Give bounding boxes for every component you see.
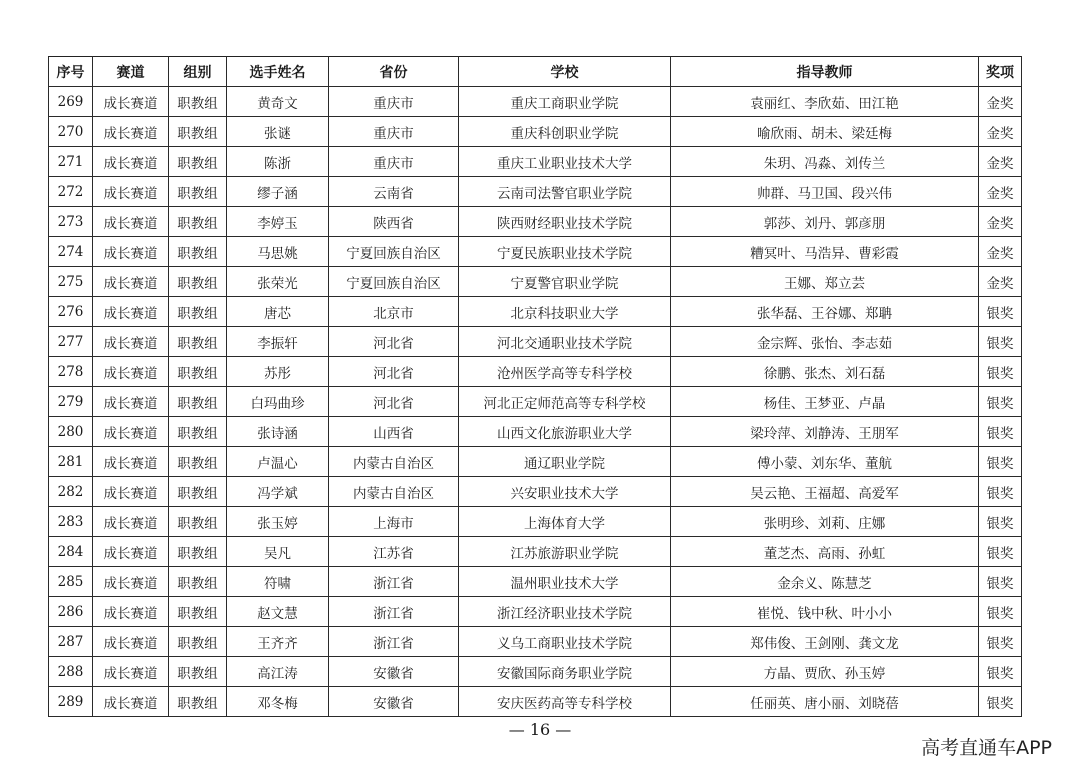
table-row [49,657,1022,687]
table-row [49,447,1022,477]
page-number: — 16 — [508,720,572,739]
cell-province: 宁夏回族自治区 [329,267,459,297]
cell-advisors: 杨佳、王梦亚、卢晶 [671,387,979,417]
cell-award: 银奖 [979,477,1022,507]
cell-group: 职教组 [169,207,227,237]
cell-group: 职教组 [169,87,227,117]
cell-advisors: 张明珍、刘莉、庄娜 [671,507,979,537]
cell-contestant: 冯学斌 [227,477,329,507]
cell-advisors: 金余义、陈慧芝 [671,567,979,597]
cell-school: 宁夏警官职业学院 [459,267,671,297]
cell-index: 275 [49,267,93,297]
cell-contestant: 王齐齐 [227,627,329,657]
cell-group: 职教组 [169,657,227,687]
cell-track: 成长赛道 [93,237,169,267]
table-row [49,327,1022,357]
cell-group: 职教组 [169,387,227,417]
cell-contestant: 陈浙 [227,147,329,177]
cell-school: 兴安职业技术大学 [459,477,671,507]
cell-group: 职教组 [169,507,227,537]
cell-province: 山西省 [329,417,459,447]
cell-award: 金奖 [979,237,1022,267]
table-row [49,297,1022,327]
header-track: 赛道 [93,57,169,87]
cell-province: 浙江省 [329,567,459,597]
cell-province: 北京市 [329,297,459,327]
cell-award: 金奖 [979,177,1022,207]
cell-track: 成长赛道 [93,387,169,417]
cell-province: 安徽省 [329,657,459,687]
cell-index: 277 [49,327,93,357]
cell-track: 成长赛道 [93,507,169,537]
cell-index: 276 [49,297,93,327]
cell-province: 宁夏回族自治区 [329,237,459,267]
cell-award: 金奖 [979,147,1022,177]
cell-index: 285 [49,567,93,597]
cell-contestant: 黄奇文 [227,87,329,117]
cell-contestant: 赵文慧 [227,597,329,627]
cell-index: 278 [49,357,93,387]
table-row [49,597,1022,627]
cell-group: 职教组 [169,267,227,297]
cell-province: 浙江省 [329,627,459,657]
cell-track: 成长赛道 [93,627,169,657]
header-award: 奖项 [979,57,1022,87]
cell-award: 银奖 [979,597,1022,627]
cell-province: 河北省 [329,357,459,387]
cell-school: 重庆工商职业学院 [459,87,671,117]
cell-advisors: 董芝杰、高雨、孙虹 [671,537,979,567]
cell-index: 288 [49,657,93,687]
cell-index: 282 [49,477,93,507]
cell-school: 河北交通职业技术学院 [459,327,671,357]
cell-contestant: 邓冬梅 [227,687,329,717]
cell-award: 金奖 [979,267,1022,297]
cell-group: 职教组 [169,447,227,477]
cell-group: 职教组 [169,477,227,507]
cell-track: 成长赛道 [93,687,169,717]
table-row [49,417,1022,447]
header-school: 学校 [459,57,671,87]
cell-award: 银奖 [979,507,1022,537]
cell-award: 银奖 [979,657,1022,687]
cell-group: 职教组 [169,237,227,267]
cell-group: 职教组 [169,117,227,147]
cell-contestant: 白玛曲珍 [227,387,329,417]
cell-track: 成长赛道 [93,357,169,387]
table-row [49,177,1022,207]
cell-province: 上海市 [329,507,459,537]
cell-track: 成长赛道 [93,657,169,687]
cell-advisors: 郭莎、刘丹、郭彦朋 [671,207,979,237]
cell-track: 成长赛道 [93,87,169,117]
cell-group: 职教组 [169,567,227,597]
cell-contestant: 李婷玉 [227,207,329,237]
cell-school: 云南司法警官职业学院 [459,177,671,207]
cell-track: 成长赛道 [93,537,169,567]
cell-track: 成长赛道 [93,447,169,477]
cell-school: 河北正定师范高等专科学校 [459,387,671,417]
cell-province: 陕西省 [329,207,459,237]
cell-school: 安徽国际商务职业学院 [459,657,671,687]
cell-school: 山西文化旅游职业大学 [459,417,671,447]
cell-index: 273 [49,207,93,237]
header-advisors: 指导教师 [671,57,979,87]
cell-advisors: 喻欣雨、胡未、梁廷梅 [671,117,979,147]
cell-track: 成长赛道 [93,207,169,237]
cell-index: 274 [49,237,93,267]
cell-index: 287 [49,627,93,657]
cell-contestant: 李振轩 [227,327,329,357]
cell-advisors: 金宗辉、张怡、李志茹 [671,327,979,357]
cell-advisors: 方晶、贾欣、孙玉婷 [671,657,979,687]
cell-school: 温州职业技术大学 [459,567,671,597]
cell-advisors: 糟冥叶、马浩异、曹彩霞 [671,237,979,267]
cell-track: 成长赛道 [93,267,169,297]
cell-province: 云南省 [329,177,459,207]
cell-award: 银奖 [979,297,1022,327]
cell-award: 金奖 [979,117,1022,147]
table-row [49,267,1022,297]
header-province: 省份 [329,57,459,87]
cell-index: 286 [49,597,93,627]
cell-index: 271 [49,147,93,177]
cell-contestant: 缪子涵 [227,177,329,207]
cell-award: 银奖 [979,687,1022,717]
cell-province: 重庆市 [329,117,459,147]
cell-index: 281 [49,447,93,477]
table-row [49,507,1022,537]
cell-school: 义乌工商职业技术学院 [459,627,671,657]
cell-index: 284 [49,537,93,567]
cell-school: 通辽职业学院 [459,447,671,477]
cell-province: 安徽省 [329,687,459,717]
header-index: 序号 [49,57,93,87]
cell-track: 成长赛道 [93,327,169,357]
cell-index: 283 [49,507,93,537]
table-row [49,87,1022,117]
cell-track: 成长赛道 [93,177,169,207]
cell-school: 安庆医药高等专科学校 [459,687,671,717]
cell-school: 沧州医学高等专科学校 [459,357,671,387]
table-row [49,537,1022,567]
cell-school: 北京科技职业大学 [459,297,671,327]
cell-index: 279 [49,387,93,417]
cell-track: 成长赛道 [93,477,169,507]
cell-school: 重庆科创职业学院 [459,117,671,147]
cell-contestant: 卢温心 [227,447,329,477]
cell-award: 银奖 [979,327,1022,357]
cell-group: 职教组 [169,627,227,657]
cell-track: 成长赛道 [93,117,169,147]
cell-award: 银奖 [979,627,1022,657]
cell-award: 银奖 [979,537,1022,567]
cell-contestant: 符啸 [227,567,329,597]
cell-group: 职教组 [169,297,227,327]
cell-advisors: 任丽英、唐小丽、刘晓蓓 [671,687,979,717]
cell-school: 上海体育大学 [459,507,671,537]
cell-group: 职教组 [169,687,227,717]
cell-advisors: 袁丽红、李欣茹、田江艳 [671,87,979,117]
cell-advisors: 朱玥、冯淼、刘传兰 [671,147,979,177]
cell-province: 重庆市 [329,147,459,177]
cell-province: 内蒙古自治区 [329,447,459,477]
cell-track: 成长赛道 [93,147,169,177]
cell-contestant: 唐芯 [227,297,329,327]
cell-advisors: 梁玲萍、刘静涛、王朋军 [671,417,979,447]
cell-contestant: 张诗涵 [227,417,329,447]
cell-group: 职教组 [169,357,227,387]
cell-group: 职教组 [169,417,227,447]
table-row [49,687,1022,717]
cell-province: 河北省 [329,327,459,357]
cell-award: 金奖 [979,207,1022,237]
table-row [49,387,1022,417]
cell-province: 重庆市 [329,87,459,117]
cell-contestant: 吴凡 [227,537,329,567]
cell-advisors: 郑伟俊、王剑刚、龚文龙 [671,627,979,657]
cell-advisors: 王娜、郑立芸 [671,267,979,297]
cell-index: 272 [49,177,93,207]
cell-school: 重庆工业职业技术大学 [459,147,671,177]
cell-advisors: 徐鹏、张杰、刘石磊 [671,357,979,387]
cell-award: 银奖 [979,567,1022,597]
cell-track: 成长赛道 [93,417,169,447]
cell-contestant: 张玉婷 [227,507,329,537]
cell-advisors: 傅小蒙、刘东华、董航 [671,447,979,477]
cell-award: 银奖 [979,447,1022,477]
cell-school: 陕西财经职业技术学院 [459,207,671,237]
cell-advisors: 张华磊、王谷娜、郑聃 [671,297,979,327]
cell-group: 职教组 [169,597,227,627]
cell-school: 浙江经济职业技术学院 [459,597,671,627]
cell-advisors: 崔悦、钱中秋、叶小小 [671,597,979,627]
cell-track: 成长赛道 [93,297,169,327]
cell-award: 银奖 [979,387,1022,417]
table-header-row [49,57,1022,87]
table-row [49,567,1022,597]
award-table [48,56,1022,717]
table-row [49,147,1022,177]
cell-school: 江苏旅游职业学院 [459,537,671,567]
cell-province: 浙江省 [329,597,459,627]
cell-track: 成长赛道 [93,597,169,627]
cell-index: 269 [49,87,93,117]
cell-school: 宁夏民族职业技术学院 [459,237,671,267]
header-group: 组别 [169,57,227,87]
cell-index: 289 [49,687,93,717]
table-row [49,207,1022,237]
header-contestant: 选手姓名 [227,57,329,87]
cell-contestant: 马思姚 [227,237,329,267]
cell-advisors: 帅群、马卫国、段兴伟 [671,177,979,207]
cell-track: 成长赛道 [93,567,169,597]
cell-index: 270 [49,117,93,147]
table-row [49,117,1022,147]
cell-contestant: 苏彤 [227,357,329,387]
cell-advisors: 吴云艳、王福超、高爱军 [671,477,979,507]
cell-award: 金奖 [979,87,1022,117]
cell-index: 280 [49,417,93,447]
table-row [49,237,1022,267]
cell-award: 银奖 [979,357,1022,387]
cell-group: 职教组 [169,327,227,357]
cell-group: 职教组 [169,147,227,177]
cell-province: 内蒙古自治区 [329,477,459,507]
table-body [49,87,1022,717]
table-row [49,477,1022,507]
cell-contestant: 张荣光 [227,267,329,297]
table-row [49,357,1022,387]
cell-contestant: 张谜 [227,117,329,147]
cell-province: 江苏省 [329,537,459,567]
cell-group: 职教组 [169,537,227,567]
cell-group: 职教组 [169,177,227,207]
table-row [49,627,1022,657]
cell-contestant: 高江涛 [227,657,329,687]
cell-province: 河北省 [329,387,459,417]
watermark-text: 高考直通车APP [921,737,1052,759]
cell-award: 银奖 [979,417,1022,447]
